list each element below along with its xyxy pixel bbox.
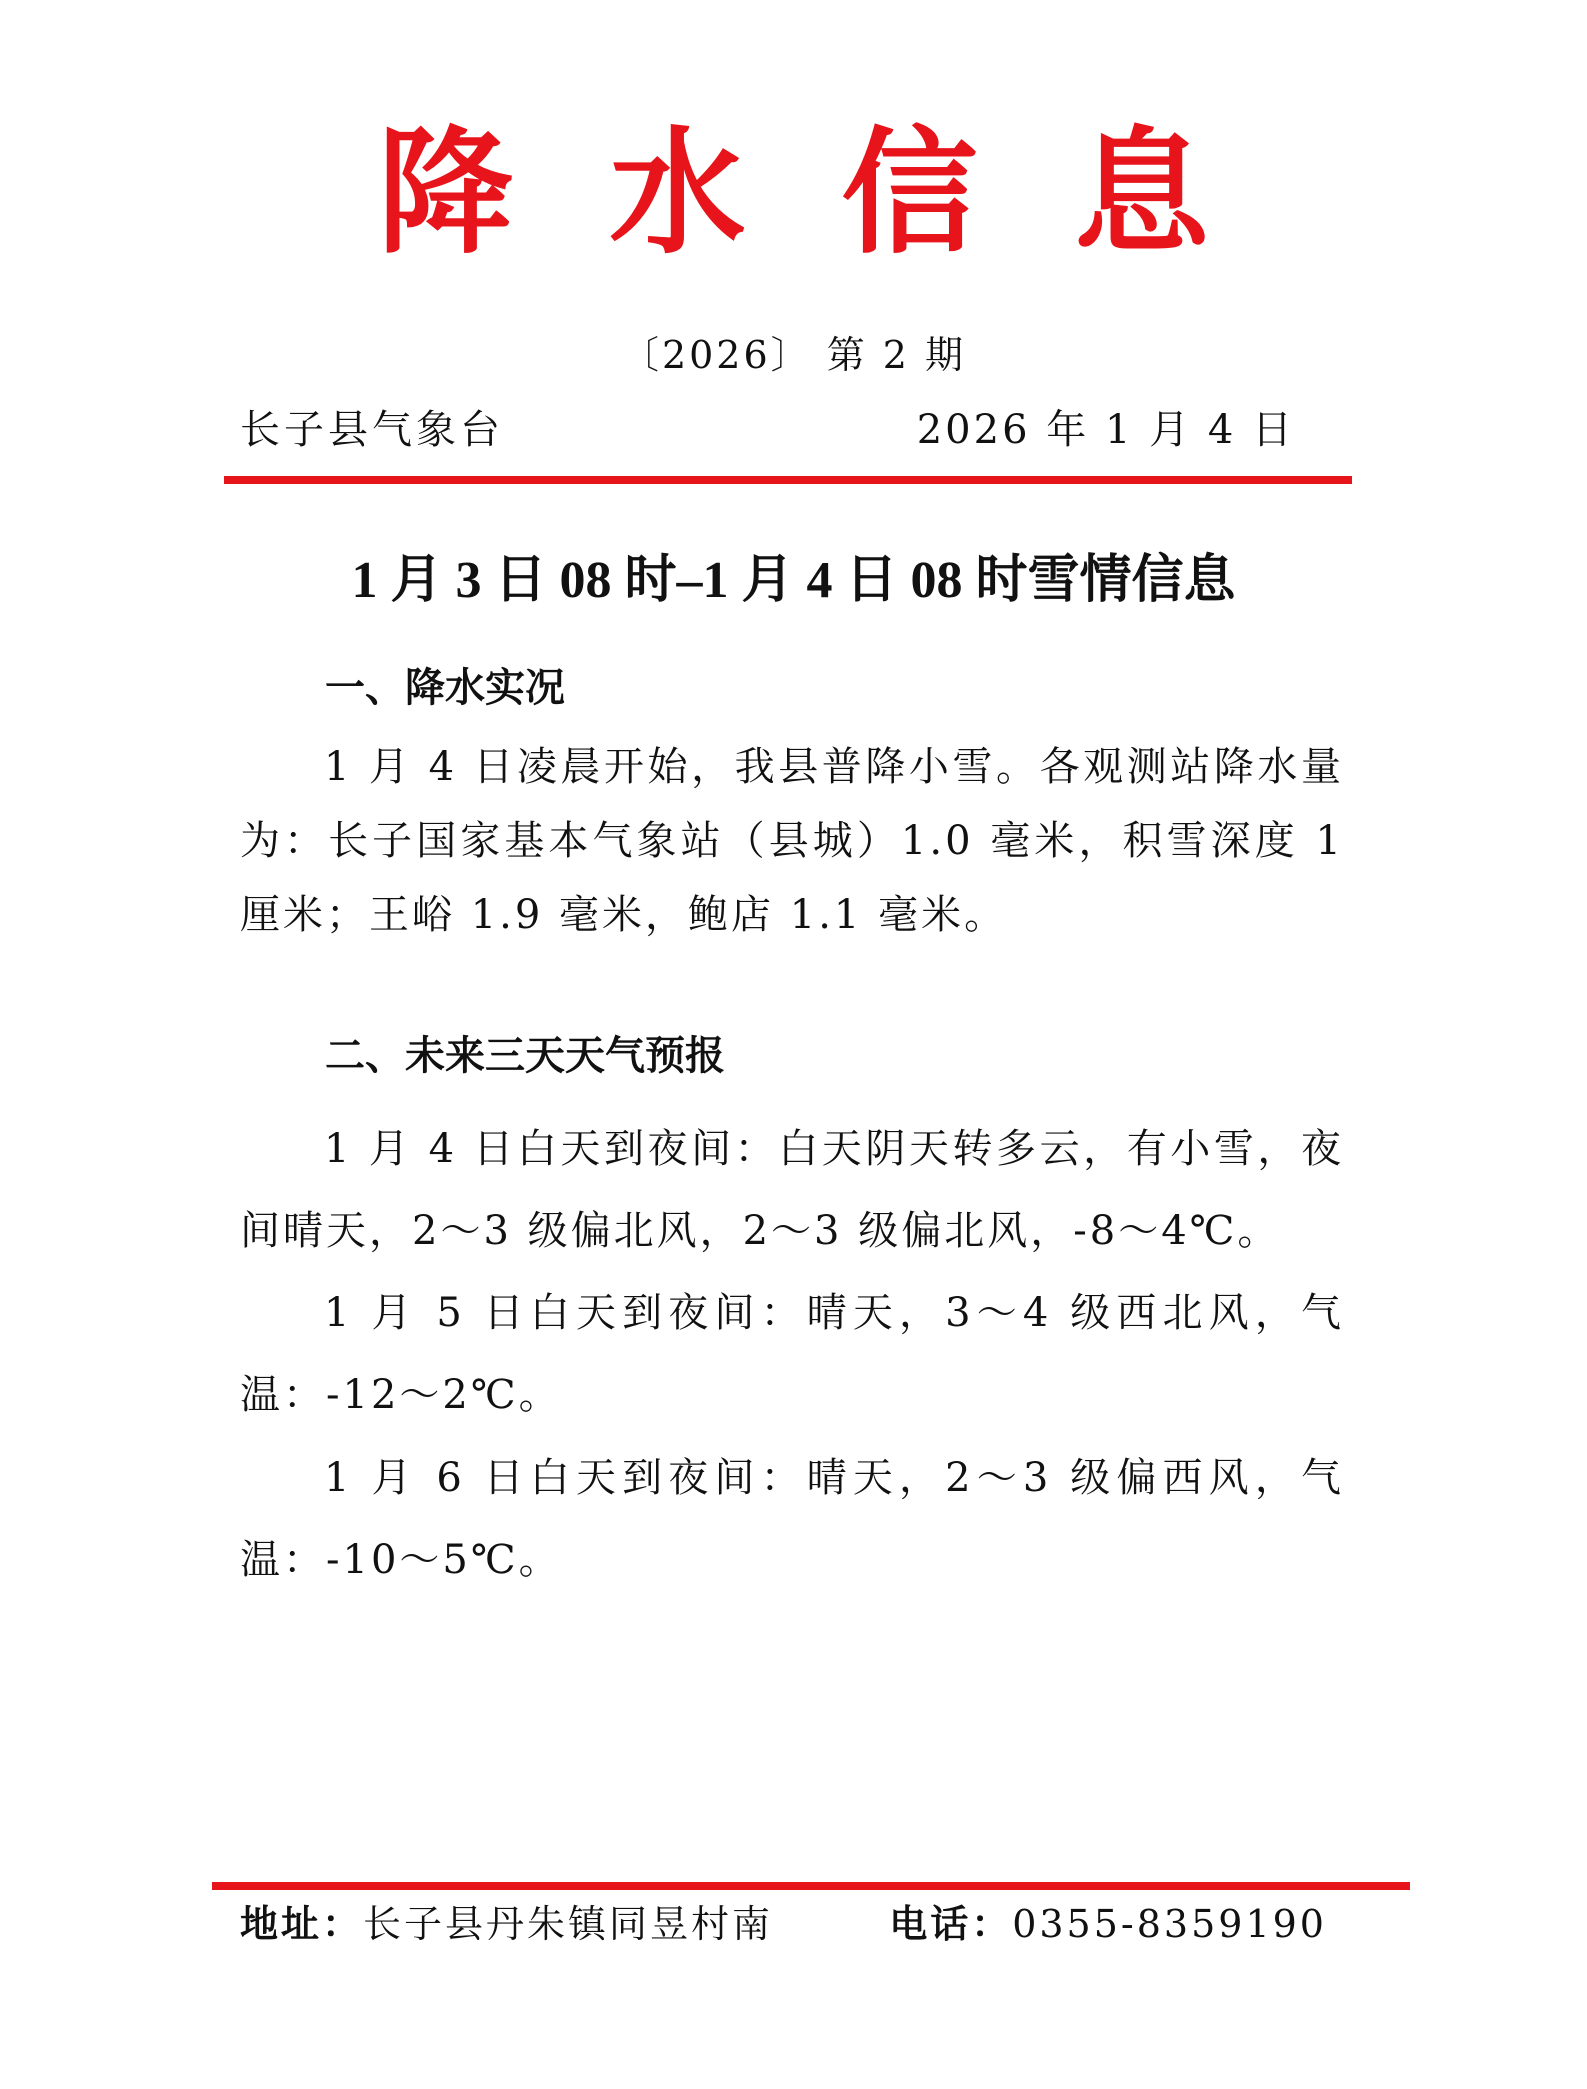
masthead-title: 降水信息 [377, 113, 1306, 273]
forecast-paragraph-day2: 1 月 5 日白天到夜间：晴天，3～4 级西北风，气温：-12～2℃。 [240, 1290, 1344, 1418]
observation-paragraph: 1 月 4 日凌晨开始，我县普降小雪。各观测站降水量为：长子国家基本气象站（县城）1.0 毫米，积雪深度 1 厘米；王峪 1.9 毫米，鲍店 1.1 毫米。 [240, 744, 1344, 938]
issue-number: 〔2026〕 第 2 期 [620, 333, 967, 377]
issue-date: 2026 年 1 月 4 日 [916, 407, 1295, 453]
header-red-rule [224, 476, 1352, 484]
footer-address [240, 1898, 773, 1950]
footer-red-rule [212, 1882, 1410, 1890]
footer-phone [889, 1898, 1327, 1950]
phone-label: 电话： [889, 1902, 1013, 1946]
forecast-paragraph-day3: 1 月 6 日白天到夜间：晴天，2～3 级偏西风，气温：-10～5℃。 [240, 1455, 1344, 1583]
section-heading-forecast: 二、未来三天天气预报 [325, 1033, 725, 1079]
address-value: 长子县丹朱镇同昱村南 [363, 1902, 774, 1946]
document-title: 1 月 3 日 08 时–1 月 4 日 08 时雪情信息 [351, 552, 1236, 609]
section-heading-observation: 一、降水实况 [325, 665, 565, 711]
address-label: 地址： [240, 1902, 364, 1946]
forecast-paragraph-day1: 1 月 4 日白天到夜间：白天阴天转多云，有小雪，夜间晴天，2～3 级偏北风，2～3 级偏北风，-8～4℃。 [240, 1126, 1344, 1254]
issuing-organization: 长子县气象台 [240, 407, 504, 453]
phone-value: 0355-8359190 [1012, 1902, 1327, 1946]
